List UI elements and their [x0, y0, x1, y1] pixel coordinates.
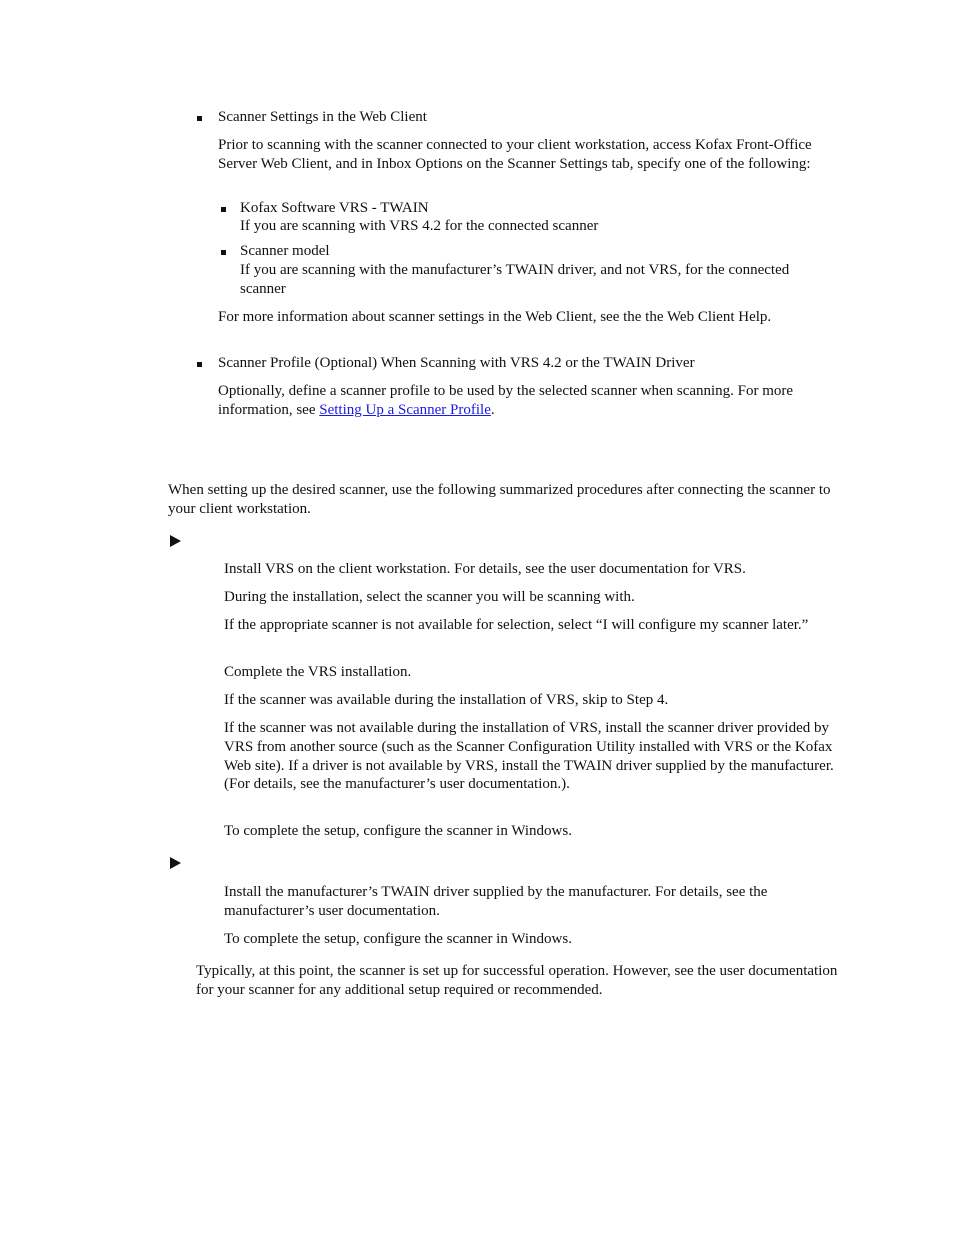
closing-paragraph: Typically, at this point, the scanner is set up for successful operation. However, see the user documentation for your scanner for any additional setup required or recommended.	[196, 963, 838, 998]
option-vrs-description: If you are scanning with VRS 4.2 for the connected scanner	[240, 218, 599, 234]
web-client-settings-body: Prior to scanning with the scanner connected to your client workstation, access Kofax Front-Office Server Web Client, and in Inbox Options on the Scanner Settings tab, specify one of the following:	[218, 137, 812, 172]
setting-up-scanner-profile-link[interactable]: Setting Up a Scanner Profile	[319, 401, 491, 418]
vrs-step-1: Install VRS on the client workstation. For details, see the user documentation for VRS.	[224, 561, 746, 577]
scanner-profile-body-text: Optionally, define a scanner profile to be used by the selected scanner when scanning. For more information, see	[218, 383, 794, 418]
bullet-square-icon	[221, 207, 226, 212]
scanner-profile-heading: Scanner Profile (Optional) When Scanning with VRS 4.2 or the TWAIN Driver	[218, 355, 695, 371]
twain-step-2: To complete the setup, configure the scanner in Windows.	[224, 931, 572, 947]
vrs-step-3: If the appropriate scanner is not available for selection, select “I will configure my scanner later.”	[224, 617, 809, 633]
twain-step-1: Install the manufacturer’s TWAIN driver supplied by the manufacturer. For details, see the manufacturer’s user documentation.	[224, 884, 768, 919]
vrs-step-6: If the scanner was not available during the installation of VRS, install the scanner driver provided by VRS from another source (such as the Scanner Configuration Utility installed with VRS or the Kofax Web site). If a driver is not available by VRS, install the TWAIN driver supplied by the manufacturer. (For details, see the manufacturer’s user documentation.).	[224, 720, 834, 793]
scanner-profile-body-end: .	[490, 401, 495, 418]
procedure-arrow-icon	[170, 535, 181, 547]
bullet-square-icon	[221, 250, 226, 255]
procedure-arrow-icon	[170, 857, 181, 869]
option-vrs-title: Kofax Software VRS - TWAIN	[240, 200, 429, 216]
vrs-step-7: To complete the setup, configure the scanner in Windows.	[224, 823, 572, 839]
web-client-settings-heading: Scanner Settings in the Web Client	[218, 109, 427, 125]
summary-intro: When setting up the desired scanner, use the following summarized procedures after connecting the scanner to your client workstation.	[168, 482, 831, 517]
vrs-step-2: During the installation, select the scanner you will be scanning with.	[224, 589, 635, 605]
more-info-text: For more information about scanner settings in the Web Client, see the the Web Client Help.	[218, 309, 772, 325]
scanner-profile-body	[218, 382, 843, 420]
option-scanner-model-title: Scanner model	[240, 243, 330, 259]
option-scanner-model-description: If you are scanning with the manufacturer’s TWAIN driver, and not VRS, for the connected scanner	[240, 262, 790, 297]
vrs-step-5: If the scanner was available during the installation of VRS, skip to Step 4.	[224, 692, 669, 708]
bullet-square-icon	[197, 116, 202, 121]
vrs-step-4: Complete the VRS installation.	[224, 664, 412, 680]
bullet-square-icon	[197, 362, 202, 367]
